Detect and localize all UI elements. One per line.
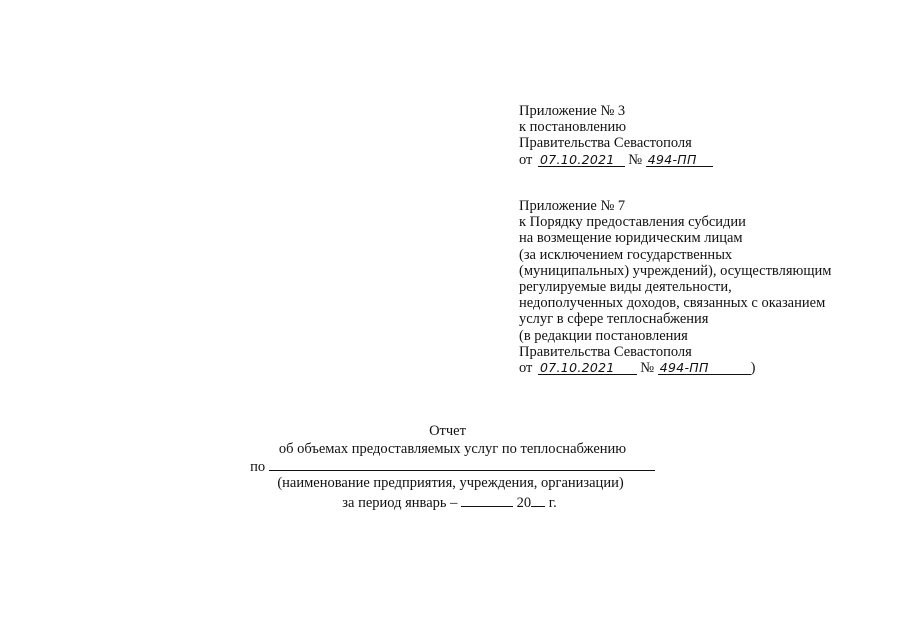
handwritten-date: 07.10.2021 bbox=[538, 153, 625, 167]
appendix-7-title: Приложение № 7 bbox=[519, 198, 626, 214]
appendix-3-date-line bbox=[519, 152, 713, 168]
appendix-7-line-7: недополученных доходов, связанных с оказанием bbox=[519, 295, 826, 312]
report-title: Отчет bbox=[429, 423, 466, 439]
by-prefix: по bbox=[250, 459, 266, 475]
appendix-7-line-9: (в редакции постановления bbox=[519, 327, 688, 344]
date-prefix: от bbox=[519, 151, 533, 168]
report-organization-line bbox=[0, 458, 905, 476]
appendix-3-header bbox=[519, 103, 713, 168]
date-prefix: от bbox=[519, 360, 533, 377]
number-sign: № bbox=[628, 151, 643, 168]
handwritten-date: 07.10.2021 bbox=[538, 361, 637, 375]
appendix-3-title: Приложение № 3 bbox=[519, 103, 626, 119]
appendix-3-line-3: Правительства Севастополя bbox=[519, 135, 692, 152]
organization-name-blank bbox=[269, 458, 655, 471]
year-blank bbox=[531, 494, 545, 507]
appendix-7-header bbox=[519, 198, 831, 376]
year-suffix: г. bbox=[548, 495, 557, 511]
appendix-7-line-6: регулируемые виды деятельности, bbox=[519, 279, 732, 296]
period-month-blank bbox=[461, 494, 513, 507]
appendix-7-line-3: на возмещение юридическим лицам bbox=[519, 230, 743, 247]
handwritten-number: 494-ПП bbox=[658, 361, 751, 375]
appendix-7-line-4: (за исключением государственных bbox=[519, 246, 733, 263]
report-subtitle: об объемах предоставляемых услуг по теплоснабжению bbox=[278, 441, 627, 457]
appendix-3-line-2: к постановлению bbox=[519, 119, 627, 136]
year-prefix: 20 bbox=[516, 495, 532, 511]
handwritten-number: 494-ПП bbox=[646, 153, 713, 167]
appendix-7-line-2: к Порядку предоставления субсидии bbox=[519, 214, 746, 231]
report-period-line bbox=[0, 494, 902, 512]
organization-hint: (наименование предприятия, учреждения, организации) bbox=[277, 475, 624, 491]
appendix-7-line-8: услуг в сфере теплоснабжения bbox=[519, 311, 709, 328]
appendix-7-line-5: (муниципальных) учреждений), осуществляющим bbox=[519, 262, 832, 279]
appendix-7-line-10: Правительства Севастополя bbox=[519, 343, 692, 360]
closing-parenthesis: ) bbox=[750, 360, 756, 377]
period-prefix: за период январь – bbox=[342, 495, 458, 511]
number-sign: № bbox=[640, 360, 655, 377]
appendix-7-date-line bbox=[519, 360, 831, 376]
